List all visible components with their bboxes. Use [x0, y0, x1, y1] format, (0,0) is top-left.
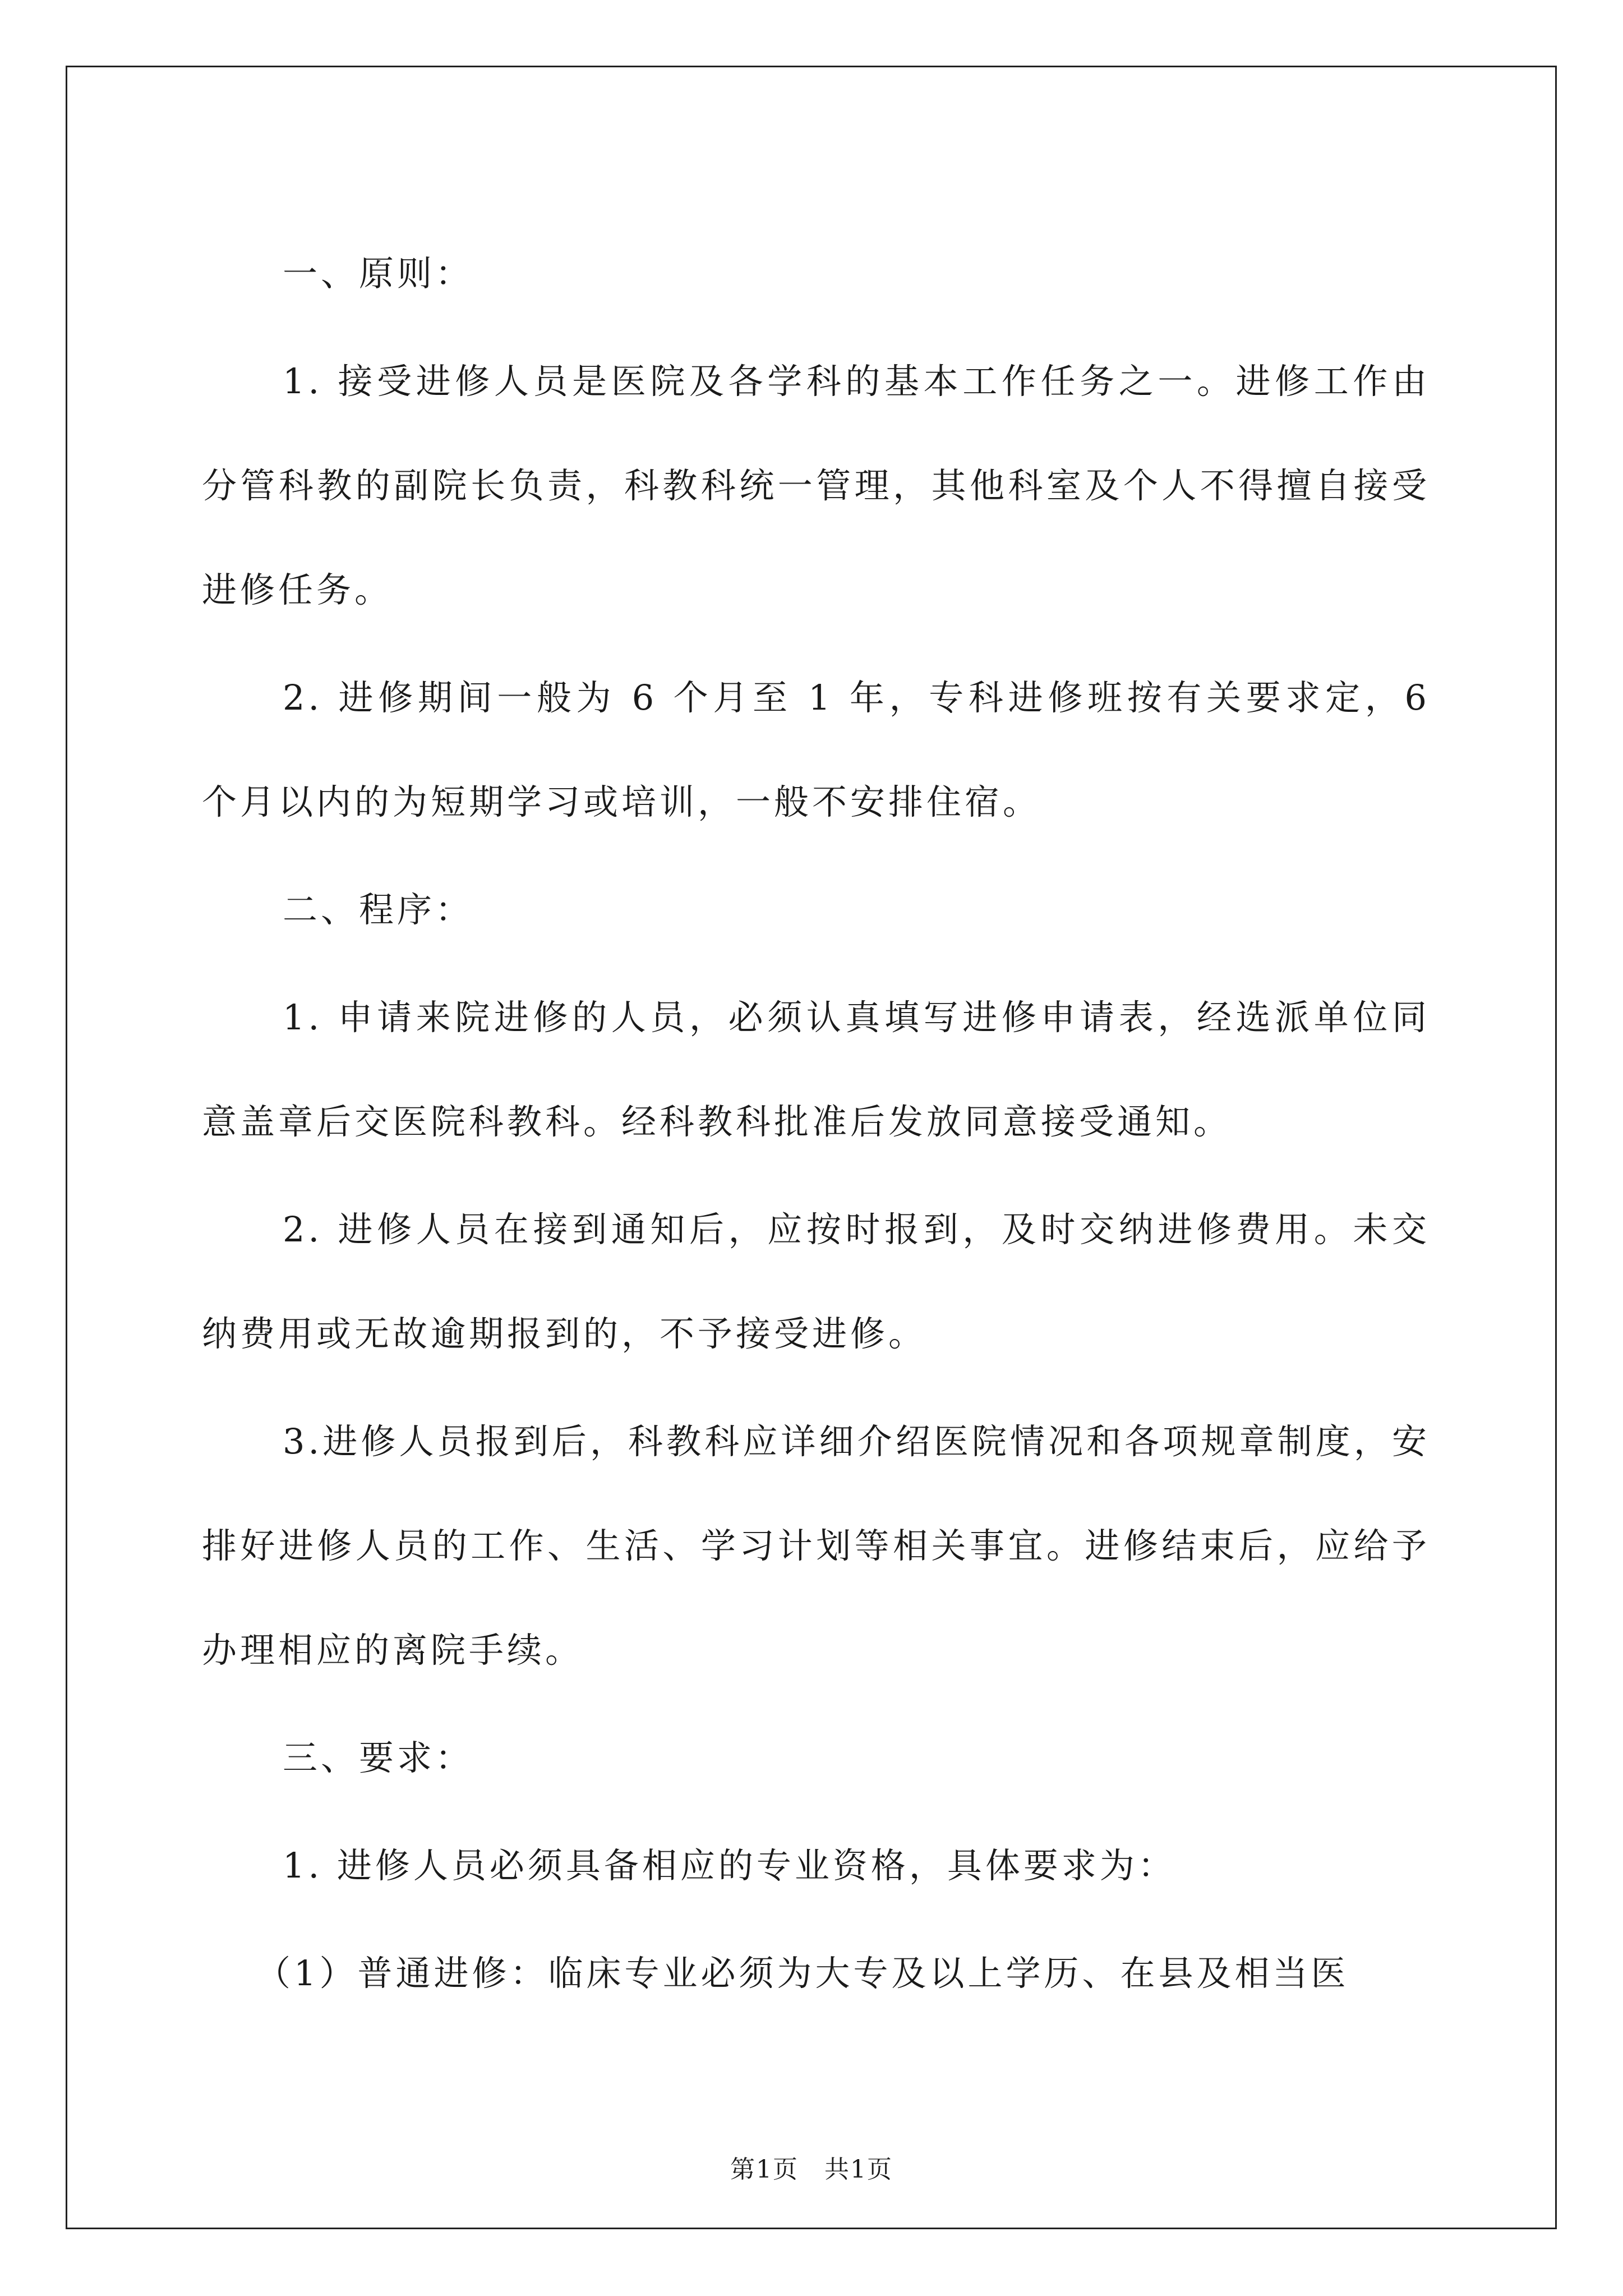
paragraph-requirement-1-item-1: （1）普通进修：临床专业必须为大专及以上学历、在县及相当医: [256, 1953, 1349, 1994]
section-heading-principles: 一、原则：: [283, 253, 474, 294]
paragraph-principle-2: 2. 进修期间一般为 6 个月至 1 年，专科进修班按有关要求定，6 个月以内的为短期学习或培训，一般不安排住宿。: [202, 677, 1430, 822]
paragraph-principle-1: 1. 接受进修人员是医院及各学科的基本工作任务之一。进修工作由分管科教的副院长负责，科教科统一管理，其他科室及个人不得擅自接受进修任务。: [202, 361, 1430, 610]
paragraph-procedure-3: 3.进修人员报到后，科教科应详细介绍医院情况和各项规章制度，安排好进修人员的工作、生活、学习计划等相关事宜。进修结束后，应给予办理相应的离院手续。: [202, 1421, 1430, 1671]
section-heading-requirements: 三、要求：: [283, 1737, 474, 1778]
paragraph-procedure-1: 1. 申请来院进修的人员，必须认真填写进修申请表，经选派单位同意盖章后交医院科教科。经科教科批准后发放同意接受通知。: [202, 997, 1430, 1142]
section-heading-procedure: 二、程序：: [283, 889, 474, 930]
page-number-footer: 第1页 共1页: [730, 2155, 893, 2184]
paragraph-procedure-2: 2. 进修人员在接到通知后，应按时报到，及时交纳进修费用。未交纳费用或无故逾期报到的，不予接受进修。: [202, 1209, 1430, 1354]
document-body: [202, 222, 1430, 2026]
paragraph-requirement-1: 1. 进修人员必须具备相应的专业资格，具体要求为：: [283, 1845, 1176, 1886]
